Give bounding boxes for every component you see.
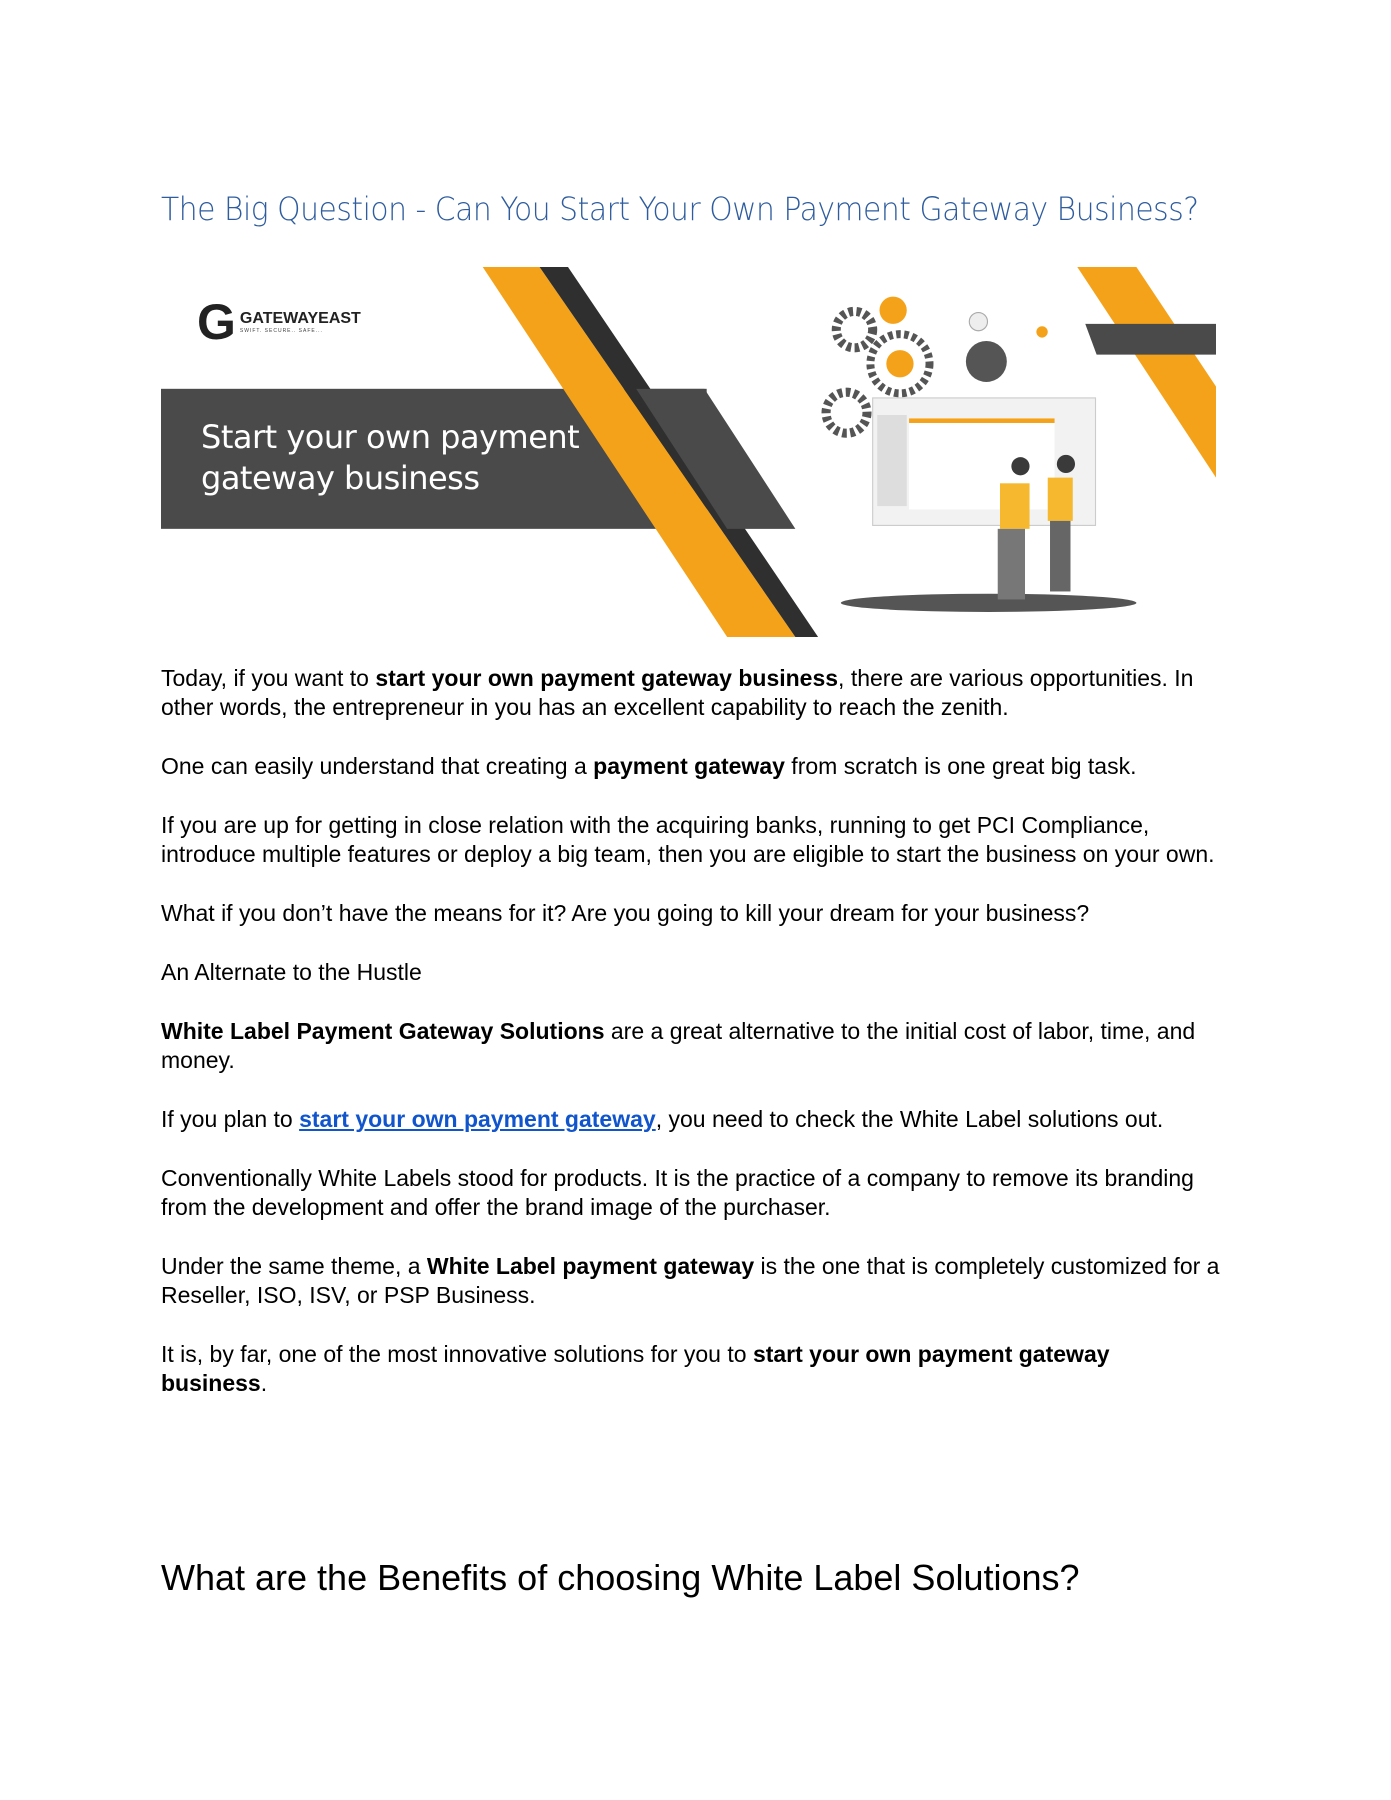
headline-line-1: Start your own payment	[201, 418, 580, 456]
section-heading: What are the Benefits of choosing White Label Solutions?	[161, 1557, 1080, 1598]
paragraph: White Label Payment Gateway Solutions are a great alternative to the initial cost of labor, time, and money.	[161, 1018, 1196, 1073]
paragraph: Conventionally White Labels stood for products. It is the practice of a company to remove its branding from the development and offer the brand image of the purchaser.	[161, 1165, 1194, 1220]
paragraph: One can easily understand that creating a payment gateway from scratch is one great big task.	[161, 753, 1137, 779]
article-body	[161, 664, 1221, 1428]
paragraph: It is, by far, one of the most innovative solutions for you to start your own payment gateway business.	[161, 1341, 1110, 1396]
paragraph: If you plan to start your own payment gateway, you need to check the White Label solutions out.	[161, 1106, 1164, 1132]
paragraph: Today, if you want to start your own payment gateway business, there are various opportunities. In other words, the entrepreneur in you has an excellent capability to reach the zenith.	[161, 665, 1194, 720]
page-title: The Big Question - Can You Start Your Own Payment Gateway Business?	[161, 190, 1199, 228]
logo-g-icon: G	[197, 294, 236, 350]
start-gateway-link[interactable]: start your own payment gateway	[299, 1106, 656, 1132]
paragraph: What if you don’t have the means for it? Are you going to kill your dream for your business?	[161, 900, 1090, 926]
subheading: An Alternate to the Hustle	[161, 959, 422, 985]
logo-tagline: SWIFT. SECURE.. SAFE...	[239, 328, 323, 334]
banner-logo	[197, 294, 361, 350]
logo-name: GATEWAYEAST	[239, 310, 361, 327]
headline-line-2: gateway business	[201, 459, 480, 497]
paragraph: Under the same theme, a White Label payment gateway is the one that is completely customized for a Reseller, ISO, ISV, or PSP Business.	[161, 1253, 1220, 1308]
paragraph: If you are up for getting in close relation with the acquiring banks, running to get PCI Compliance, introduce multiple features or deploy a big team, then you are eligible to start the business on your own.	[161, 812, 1215, 867]
banner-headline	[201, 417, 579, 499]
